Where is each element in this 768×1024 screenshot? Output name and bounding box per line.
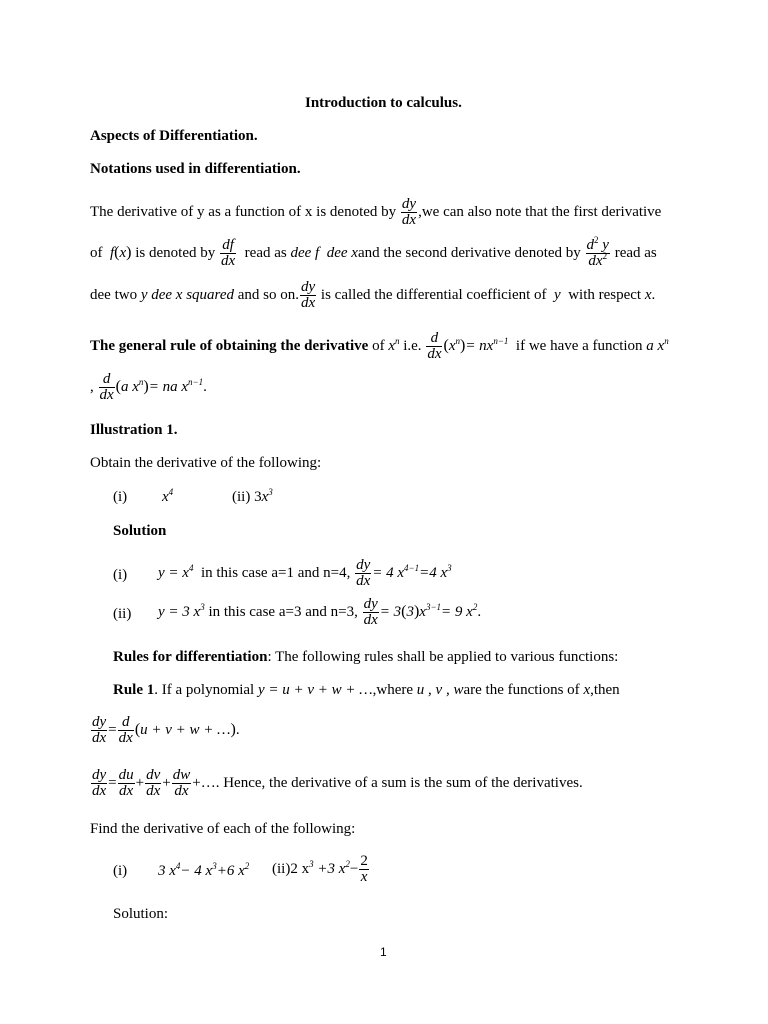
frac-den: dx xyxy=(356,573,371,589)
math-inner: u + v + w + … xyxy=(140,721,231,738)
rule1-equation-2 xyxy=(90,768,583,799)
text: : The following rules shall be applied to various functions: xyxy=(267,649,619,665)
fraction-dy-dx xyxy=(363,597,379,628)
text: of xyxy=(90,244,103,261)
sol-ii-line: y = 3 $x^3$ in this case a=3 and n=3, $\frac{dy}{dx}$ = $3(3)x^{3-1}= 9$ $x^2$. xyxy=(158,596,482,628)
notation-line-3 xyxy=(90,280,655,311)
frac-den: dx xyxy=(221,253,236,269)
frac-den: x xyxy=(360,869,368,885)
item-ii-expr xyxy=(232,488,273,506)
frac-den: dx xyxy=(146,783,161,799)
fraction-d-dx xyxy=(118,715,134,746)
math-dee-f: dee f xyxy=(290,244,320,261)
exp: n−1 xyxy=(188,376,204,387)
frac-num: d xyxy=(99,372,115,388)
text: The derivative of y as a function of x is denoted by xyxy=(90,203,397,220)
fraction-dv-dx xyxy=(145,768,161,799)
item-label: (i) xyxy=(113,489,128,505)
math-rhs: = 4 x xyxy=(372,564,405,581)
general-rule-line-2: , $\frac{d}{dx}$ (a $x^n)=$ na $x^{n-1}$. xyxy=(90,371,207,403)
notation-line-1 xyxy=(90,197,661,228)
exp: 4 xyxy=(188,562,194,573)
math-term: − 4 x xyxy=(180,863,213,879)
exp: n xyxy=(394,335,400,346)
fraction-df-dx xyxy=(220,238,236,269)
exp: n−1 xyxy=(493,335,509,346)
math-rhs: = na x xyxy=(148,378,189,395)
text: . xyxy=(235,721,240,738)
math-x: x xyxy=(583,682,591,698)
math-expr: y = x xyxy=(158,564,189,581)
item-label: (ii) 3 xyxy=(232,489,262,505)
document-title: Introduction to calculus. xyxy=(305,95,462,111)
illustration-items-row xyxy=(113,488,127,506)
exp: 3 xyxy=(268,487,273,497)
fraction-2-x xyxy=(359,854,369,885)
fraction-dy-dx xyxy=(401,197,417,228)
frac-num: $d^2$ y xyxy=(586,235,609,253)
math-x: x xyxy=(644,286,652,303)
frac-num: dw xyxy=(172,767,191,783)
frac-num: dy xyxy=(356,557,371,573)
solution-heading: Solution xyxy=(113,523,167,539)
math-x: x xyxy=(419,603,426,620)
plus: + xyxy=(162,774,171,791)
text: ,then xyxy=(590,682,620,698)
general-rule-bold: The general rule of obtaining the derivative xyxy=(90,337,369,354)
text: are the functions of xyxy=(463,682,580,698)
frac-den: dx xyxy=(427,346,442,362)
frac-num: dy xyxy=(363,596,378,612)
equals: = xyxy=(108,774,117,791)
obtain-text: Obtain the derivative of the following: xyxy=(90,455,322,471)
frac-den: dx xyxy=(401,212,417,228)
rule1-equation-1: $\frac{dy}{dx}$ = $\frac{d}{dx}$ (u + v + w + …). xyxy=(92,714,240,746)
math-term: +3 x xyxy=(317,860,346,877)
math-expr: 3 x xyxy=(158,863,176,879)
math-expr: y = u + v + w + … xyxy=(257,682,373,698)
math-ax: a x xyxy=(121,378,139,395)
text: read as xyxy=(614,244,657,261)
text: . xyxy=(477,603,482,620)
text: ,where xyxy=(372,682,414,698)
minus: − xyxy=(349,860,359,877)
item-i-expr xyxy=(162,488,173,506)
exp: 3−1 xyxy=(425,601,442,612)
math-rhs: = 9 x xyxy=(441,603,473,620)
exp: 4 xyxy=(168,487,174,497)
page-number: 1 xyxy=(380,945,387,959)
frac-den: dx xyxy=(92,783,107,799)
frac-den: dx xyxy=(174,783,189,799)
text: in this case a=1 and n=4, xyxy=(200,564,351,581)
fraction-dy-dx xyxy=(91,768,107,799)
text: and the second derivative denoted by xyxy=(357,244,581,261)
text: dee two xyxy=(90,286,138,303)
text: is called the differential coefficient of xyxy=(320,286,547,303)
text: +…. Hence, the derivative of a sum is the sum of the derivatives. xyxy=(192,774,583,791)
item-label: (ii)2 x xyxy=(272,860,310,877)
frac-num: dy xyxy=(92,714,107,730)
fraction-dy-dx xyxy=(300,280,316,311)
sol-ii-label: (ii) xyxy=(113,606,132,622)
frac-num: dy xyxy=(301,279,316,295)
frac-num: df xyxy=(220,238,236,254)
fraction-d2y-dx2 xyxy=(586,235,610,269)
frac-num: 2 xyxy=(360,853,368,869)
text: if we have a function xyxy=(515,337,643,354)
frac-num: d xyxy=(118,715,134,731)
math-rhs: = nx xyxy=(465,337,494,354)
find-item-i-expr xyxy=(158,862,249,880)
fraction-dy-dx xyxy=(355,558,371,589)
fraction-d-dx xyxy=(99,372,115,403)
exp: 3 xyxy=(447,562,452,573)
math-rhs: = 3 xyxy=(379,603,402,620)
math-uvw: u , v , w xyxy=(416,682,464,698)
equals: = xyxy=(108,721,117,738)
fraction-dw-dx xyxy=(172,768,192,799)
text: . If a polynomial xyxy=(154,682,255,698)
rule1-bold: Rule 1 xyxy=(113,682,155,698)
frac-num: dy xyxy=(401,196,417,212)
frac-num: d xyxy=(426,331,442,347)
exp: 3 xyxy=(200,601,205,612)
frac-den: dx xyxy=(118,730,133,746)
text: ,we can also note that the first derivative xyxy=(418,203,662,220)
text: is denoted by xyxy=(135,244,216,261)
fraction-dy-dx xyxy=(91,715,107,746)
y: y xyxy=(602,237,609,253)
text: i.e. xyxy=(403,337,422,354)
text: of xyxy=(372,337,385,354)
math-term: +6 x xyxy=(216,863,245,879)
rules-bold: Rules for differentiation xyxy=(113,649,268,665)
find-text: Find the derivative of each of the following: xyxy=(90,821,356,837)
fraction-d-dx xyxy=(426,331,442,362)
sol-i-line xyxy=(158,558,452,589)
frac-den: dx xyxy=(363,612,378,628)
math-three: 3 xyxy=(406,603,414,620)
math-x: x xyxy=(162,489,169,505)
frac-den: dx xyxy=(99,387,114,403)
text: , xyxy=(90,378,94,395)
dx: dx xyxy=(588,253,603,269)
math-expr: y = 3 x xyxy=(158,603,201,620)
frac-den: dx xyxy=(92,730,107,746)
sol-i-label: (i) xyxy=(113,567,128,583)
exp: n xyxy=(455,335,460,346)
find-item-ii-expr xyxy=(272,854,370,885)
notation-line-2: of f(x) is denoted by $\frac{df}{dx}$ read as dee f dee xand the second derivative denoted by $\frac{d^2 y}{dx^2}$ read as xyxy=(90,235,657,269)
frac-den: dx xyxy=(301,295,316,311)
frac-num: dy xyxy=(92,767,107,783)
text: in this case a=3 and n=3, xyxy=(208,603,358,620)
heading-aspects: Aspects of Differentiation. xyxy=(90,128,258,144)
solution-label: Solution: xyxy=(113,906,169,922)
rules-line xyxy=(113,648,618,666)
text: . xyxy=(203,378,207,395)
exp: 4−1 xyxy=(404,562,420,573)
fraction-du-dx xyxy=(118,768,135,799)
math-x: x xyxy=(261,489,269,505)
illustration-heading: Illustration 1. xyxy=(90,422,178,438)
math-y-dee-x-squared: y dee x squared xyxy=(140,286,234,303)
exp: 3 xyxy=(309,858,314,869)
math-x: x xyxy=(119,244,127,261)
find-item-i-label: (i) xyxy=(113,863,128,879)
d: d xyxy=(586,237,595,253)
text: and so on. xyxy=(237,286,299,303)
exp: 2 xyxy=(472,601,478,612)
heading-notations: Notations used in differentiation. xyxy=(90,161,301,177)
text: read as xyxy=(244,244,287,261)
math-dee-x: dee x xyxy=(326,244,358,261)
math-ax: a x xyxy=(646,337,665,354)
exp: n xyxy=(138,376,144,387)
frac-num: dv xyxy=(146,767,161,783)
exp: 2 xyxy=(244,861,250,871)
frac-den: $dx^2$ xyxy=(588,251,608,269)
exp: 4 xyxy=(175,861,181,871)
plus: + xyxy=(135,774,145,791)
math-y: y xyxy=(554,286,561,303)
exp: n xyxy=(664,335,669,346)
exp: 3 xyxy=(212,861,217,871)
math-f: f xyxy=(110,244,115,261)
rule1-line xyxy=(113,681,620,699)
text: with respect xyxy=(568,286,642,303)
math-rhs: =4 x xyxy=(419,564,448,581)
text: . xyxy=(651,286,656,303)
frac-num: du xyxy=(118,767,134,783)
general-rule-line-1: The general rule of obtaining the derivative of $x^n$ i.e. $\frac{d}{dx}$ $(x^n)= nx^{n-1}$ if we have a function a $x^n$ xyxy=(90,330,669,362)
frac-den: dx xyxy=(119,783,134,799)
exp: 2 xyxy=(345,858,350,869)
